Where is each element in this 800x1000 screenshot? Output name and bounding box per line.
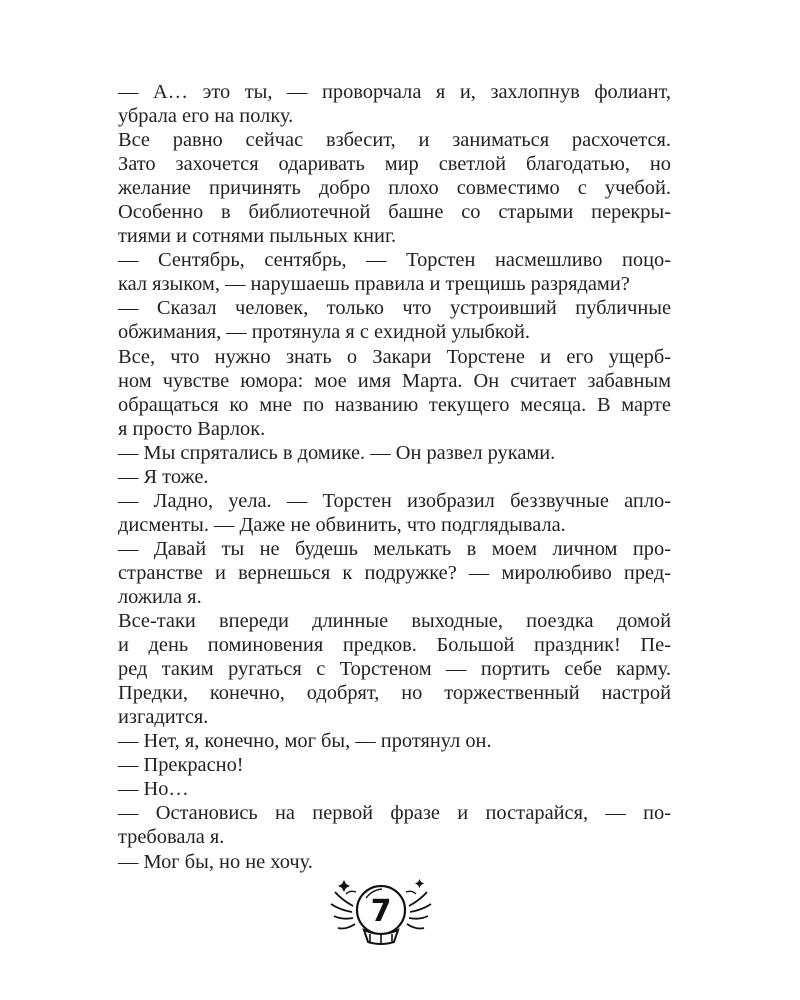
paragraph — [88, 609, 671, 729]
text-line: — Нет, я, конечно, мог бы, — протянул он. — [118, 730, 492, 753]
text-line: ложила я. — [118, 585, 202, 608]
text-line: Все, что нужно знать о Закари Торстене и его ущерб- — [118, 345, 671, 368]
text-line: обращаться ко мне по названию текущего месяца. В марте — [118, 393, 671, 416]
text-line: убрала его на полку. — [118, 105, 294, 128]
text-line: — Но… — [118, 778, 189, 801]
text-line: ред таким ругаться с Торстеном — портить себе карму. — [118, 658, 671, 681]
text-line: — Я тоже. — [118, 465, 209, 488]
paragraph — [88, 537, 671, 609]
paragraph — [88, 80, 671, 128]
text-line: странстве и вернешься к подружке? — миролюбиво пред- — [118, 561, 671, 584]
text-line: — А… это ты, — проворчала я и, захлопнув фолиант, — [118, 81, 671, 103]
paragraph — [88, 729, 671, 753]
paragraph — [88, 345, 671, 441]
paragraph — [88, 777, 671, 801]
paragraph — [88, 296, 671, 344]
text-line: — Остановись на первой фразе и постарайся, — по- — [118, 802, 671, 825]
text-line: — Мог бы, но не хочу. — [118, 850, 313, 873]
page-number-ornament — [326, 872, 436, 952]
body-text — [88, 80, 671, 874]
text-line: — Сентябрь, сентябрь, — Торстен насмешливо поцо- — [118, 249, 671, 272]
text-line: я просто Варлок. — [118, 417, 266, 440]
text-line: Особенно в библиотечной башне со старыми перекры- — [118, 201, 671, 224]
text-line: желание причинять добро плохо совместимо с учебой. — [118, 177, 671, 200]
text-line: — Давай ты не будешь мелькать в моем личном про- — [118, 537, 671, 560]
text-line: — Ладно, уела. — Торстен изобразил беззвучные апло- — [118, 489, 671, 512]
text-line: Предки, конечно, одобрят, но торжественный настрой — [118, 682, 671, 705]
text-line: и день поминовения предков. Большой праздник! Пе- — [118, 634, 671, 657]
paragraph — [88, 441, 671, 465]
text-line: — Сказал человек, только что устроивший публичные — [118, 297, 671, 320]
text-line: обжимания, — протянула я с ехидной улыбкой. — [118, 321, 530, 344]
paragraph — [88, 128, 671, 248]
text-line: изгадится. — [118, 706, 209, 729]
paragraph — [88, 489, 671, 537]
text-line: — Мы спрятались в домике. — Он развел руками. — [118, 441, 556, 464]
text-line: — Прекрасно! — [118, 754, 244, 777]
paragraph — [88, 753, 671, 777]
text-line: ном чувстве юмора: мое имя Марта. Он считает забавным — [118, 369, 671, 392]
text-line: требовала я. — [118, 826, 225, 849]
paragraph — [88, 801, 671, 849]
paragraph — [88, 850, 671, 874]
text-line: Все равно сейчас взбесит, и заниматься расхочется. — [118, 129, 671, 152]
paragraph — [88, 465, 671, 489]
text-line: Все-таки впереди длинные выходные, поездка домой — [118, 610, 671, 633]
page-number: 7 — [370, 894, 392, 929]
paragraph — [88, 248, 671, 296]
text-line: кал языком, — нарушаешь правила и трещишь разрядами? — [118, 273, 630, 296]
text-line: Зато захочется одаривать мир светлой благодатью, но — [118, 153, 671, 176]
text-line: тиями и сотнями пыльных книг. — [118, 225, 397, 248]
text-line: дисменты. — Даже не обвинить, что подглядывала. — [118, 513, 566, 536]
